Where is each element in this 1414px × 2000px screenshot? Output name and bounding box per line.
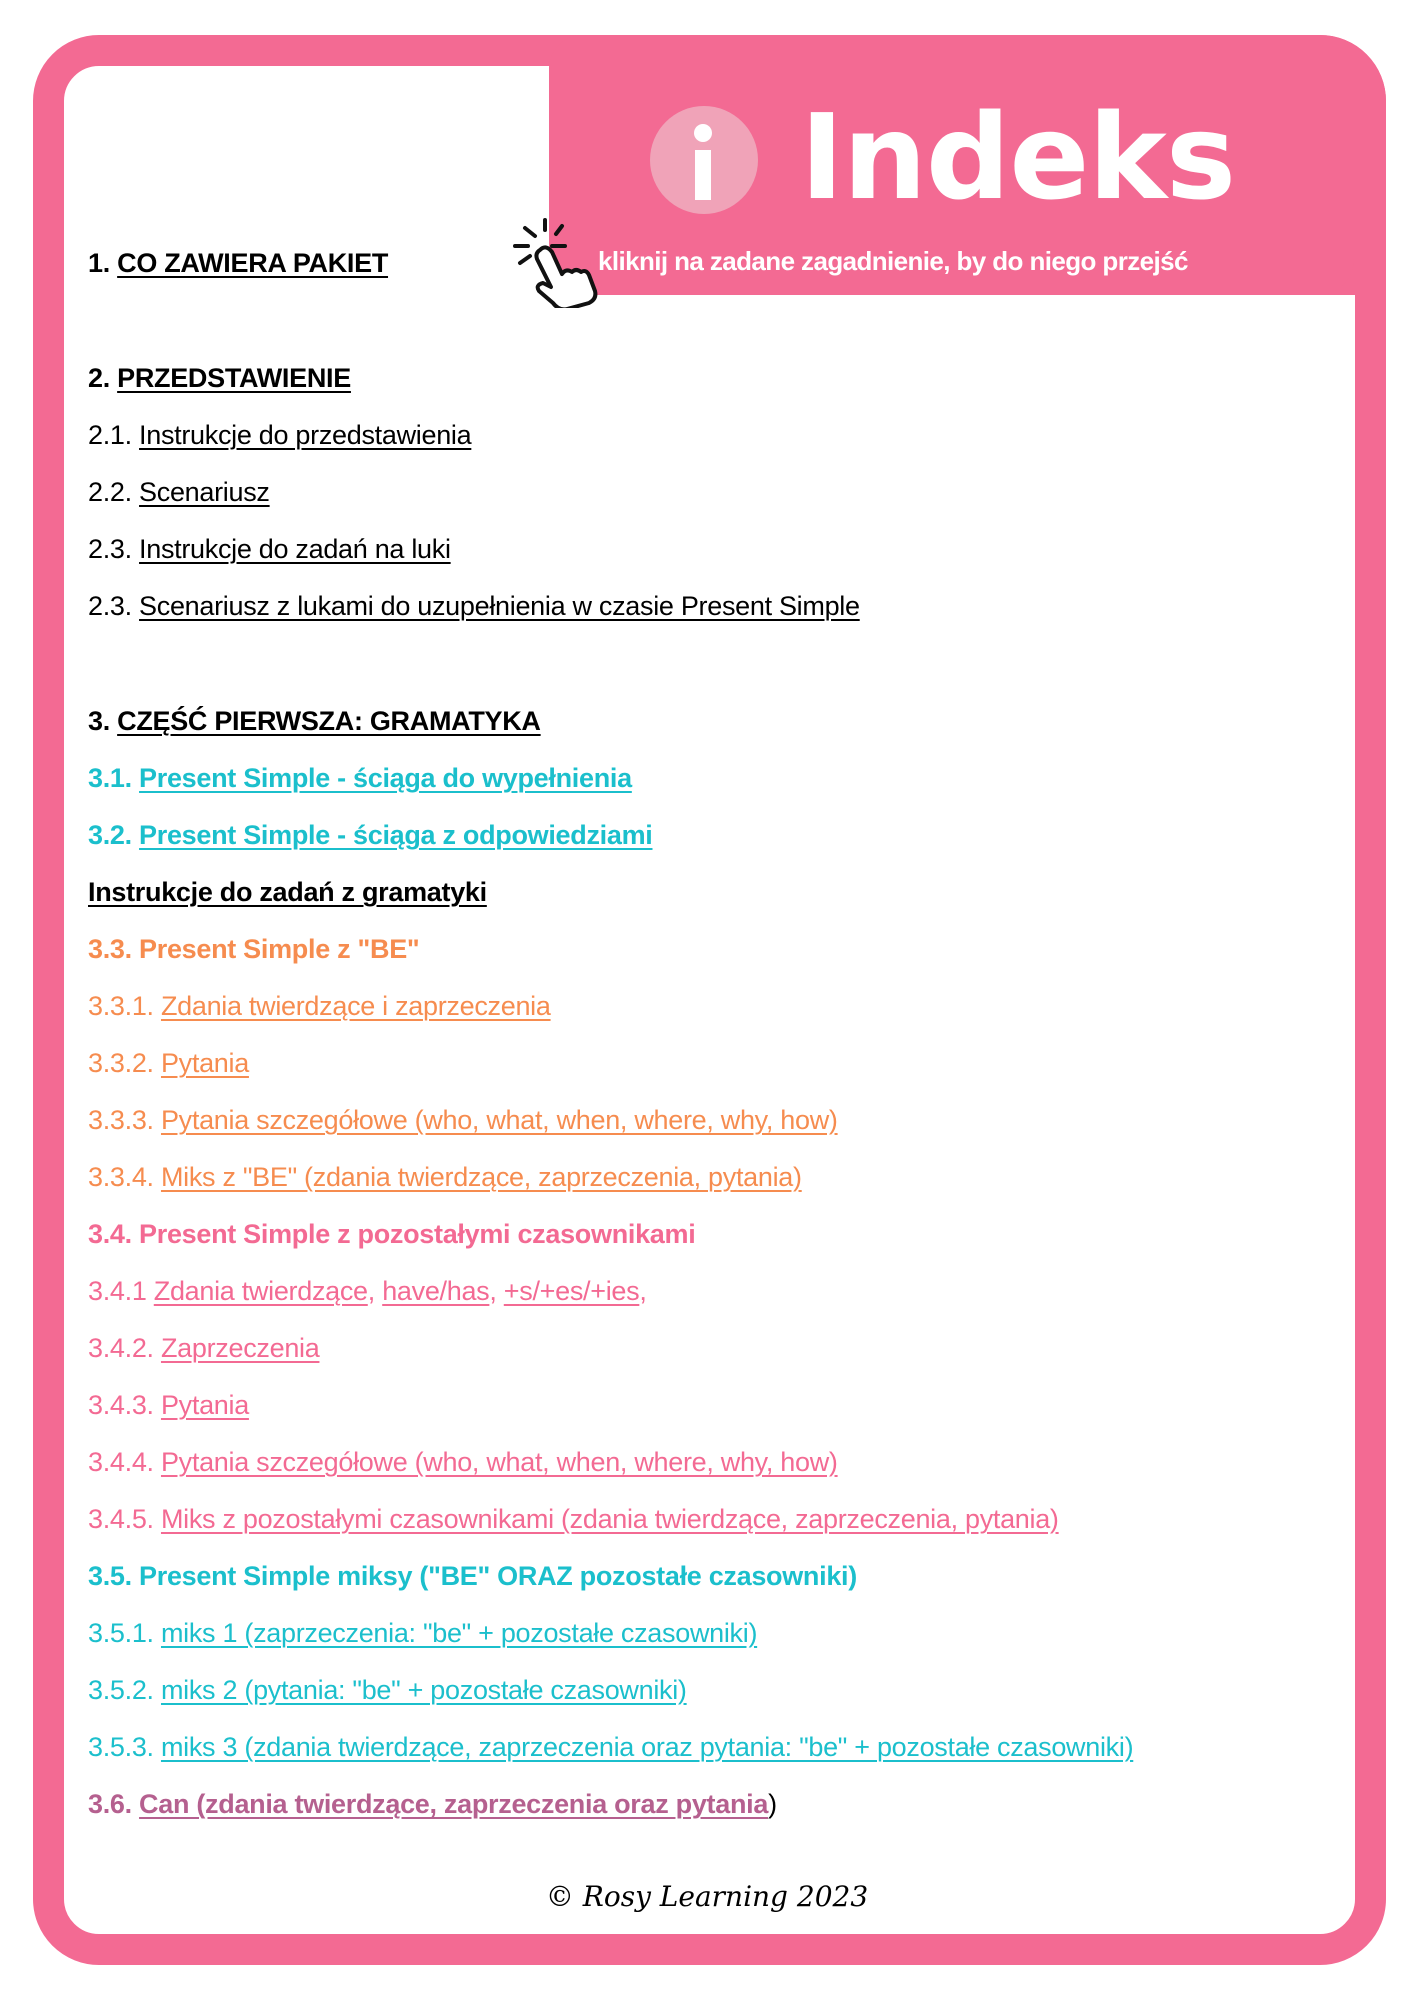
toc-item-3-4-5[interactable]: 3.4.5. Miks z pozostałymi czasownikami (zdania twierdzące, zaprzeczenia, pytania) [88,1504,1059,1534]
toc-link[interactable]: PRZEDSTAWIENIE [117,363,351,393]
toc-heading-3-3: 3.3. Present Simple z "BE" [88,934,420,964]
toc-item-3-4-4[interactable]: 3.4.4. Pytania szczegółowe (who, what, when, where, why, how) [88,1447,838,1477]
toc-link[interactable]: Scenariusz z lukami do uzupełnienia w czasie Present Simple [139,591,860,621]
toc-item-3-1[interactable]: 3.1. Present Simple - ściąga do wypełnienia [88,763,632,793]
toc-link[interactable]: have/has [382,1276,490,1306]
info-icon [650,106,758,214]
toc-item-3-5-3[interactable]: 3.5.3. miks 3 (zdania twierdzące, zaprzeczenia oraz pytania: "be" + pozostałe czasowniki) [88,1732,1134,1762]
toc-item-3-3-3[interactable]: 3.3.3. Pytania szczegółowe (who, what, when, where, why, how) [88,1105,838,1135]
toc-item-3-5-2[interactable]: 3.5.2. miks 2 (pytania: "be" + pozostałe czasowniki) [88,1675,687,1705]
toc-item-3-4-2[interactable]: 3.4.2. Zaprzeczenia [88,1333,320,1363]
toc-link[interactable]: Pytania [160,1390,249,1420]
toc-link[interactable]: Pytania [160,1048,249,1078]
toc-link[interactable]: Miks z pozostałymi czasownikami (zdania twierdzące, zaprzeczenia, pytania) [160,1504,1059,1534]
toc-item-3-4-3[interactable]: 3.4.3. Pytania [88,1390,249,1420]
toc-link[interactable]: miks 2 (pytania: "be" + pozostałe czasowniki) [160,1675,687,1705]
toc-link[interactable]: Zdania twierdzące [153,1276,368,1306]
toc-item-3-2[interactable]: 3.2. Present Simple - ściąga z odpowiedziami [88,820,653,850]
toc-item-2-2[interactable]: 2.2. Scenariusz [88,477,270,507]
toc-link[interactable]: CO ZAWIERA PAKIET [117,248,389,278]
info-icon-bar [695,150,711,200]
copyright-footer: © Rosy Learning 2023 [545,1880,869,1913]
toc-link[interactable]: miks 3 (zdania twierdzące, zaprzeczenia oraz pytania: "be" + pozostałe czasowniki) [160,1732,1134,1762]
toc-link[interactable]: Instrukcje do zadań na luki [139,534,451,564]
toc-item-3-5-1[interactable]: 3.5.1. miks 1 (zaprzeczenia: "be" + pozostałe czasowniki) [88,1618,758,1648]
page-title: Indeks [800,88,1236,226]
toc-link[interactable]: Present Simple - ściąga z odpowiedziami [139,820,653,850]
toc-item-2-3b[interactable]: 2.3. Scenariusz z lukami do uzupełnienia w czasie Present Simple [88,591,860,621]
toc-link[interactable]: Pytania szczegółowe (who, what, when, where, why, how) [160,1105,838,1135]
toc-item-instructions[interactable] [88,875,487,909]
toc-link[interactable]: +s/+es/+ies [503,1276,640,1306]
toc-link[interactable]: Instrukcje do zadań z gramatyki [88,877,487,907]
toc-link[interactable]: Scenariusz [139,477,270,507]
toc-item-3-6[interactable]: 3.6. Can (zdania twierdzące, zaprzeczenia oraz pytania) [88,1789,777,1819]
hand-pointer-click-icon [510,218,605,308]
toc-link[interactable]: Zdania twierdzące i zaprzeczenia [160,991,551,1021]
toc-item-3-3-4[interactable]: 3.3.4. Miks z "BE" (zdania twierdzące, zaprzeczenia, pytania) [88,1162,802,1192]
toc-link[interactable]: Miks z "BE" (zdania twierdzące, zaprzeczenia, pytania) [160,1162,802,1192]
toc-heading-3-5: 3.5. Present Simple miksy ("BE" ORAZ pozostałe czasowniki) [88,1561,857,1591]
toc-link[interactable]: miks 1 (zaprzeczenia: "be" + pozostałe czasowniki) [160,1618,758,1648]
toc-item-3-3-1[interactable]: 3.3.1. Zdania twierdzące i zaprzeczenia [88,991,551,1021]
info-icon-dot [694,124,712,142]
toc-item-3-3-2[interactable]: 3.3.2. Pytania [88,1048,249,1078]
header-subtitle: kliknij na zadane zagadnienie, by do niego przejść [598,246,1188,276]
toc-item-1[interactable]: 1. CO ZAWIERA PAKIET [88,248,389,278]
toc-item-2-1[interactable]: 2.1. Instrukcje do przedstawienia [88,420,472,450]
toc-link[interactable]: Pytania szczegółowe (who, what, when, where, why, how) [160,1447,838,1477]
toc-link[interactable]: Can (zdania twierdzące, zaprzeczenia oraz pytania [139,1789,769,1819]
toc-link[interactable]: CZĘŚĆ PIERWSZA: GRAMATYKA [117,706,541,736]
toc-item-3-4-1[interactable]: 3.4.1 Zdania twierdzące, have/has, +s/+es/+ies, [88,1276,647,1306]
toc-link[interactable]: Instrukcje do przedstawienia [139,420,472,450]
toc-item-2[interactable]: 2. PRZEDSTAWIENIE [88,363,351,393]
toc-heading-3-4: 3.4. Present Simple z pozostałymi czasownikami [88,1219,696,1249]
toc-link[interactable]: Zaprzeczenia [160,1333,320,1363]
toc-item-2-3[interactable]: 2.3. Instrukcje do zadań na luki [88,534,451,564]
toc-item-3[interactable]: 3. CZĘŚĆ PIERWSZA: GRAMATYKA [88,706,541,736]
toc-link[interactable]: Present Simple - ściąga do wypełnienia [139,763,632,793]
